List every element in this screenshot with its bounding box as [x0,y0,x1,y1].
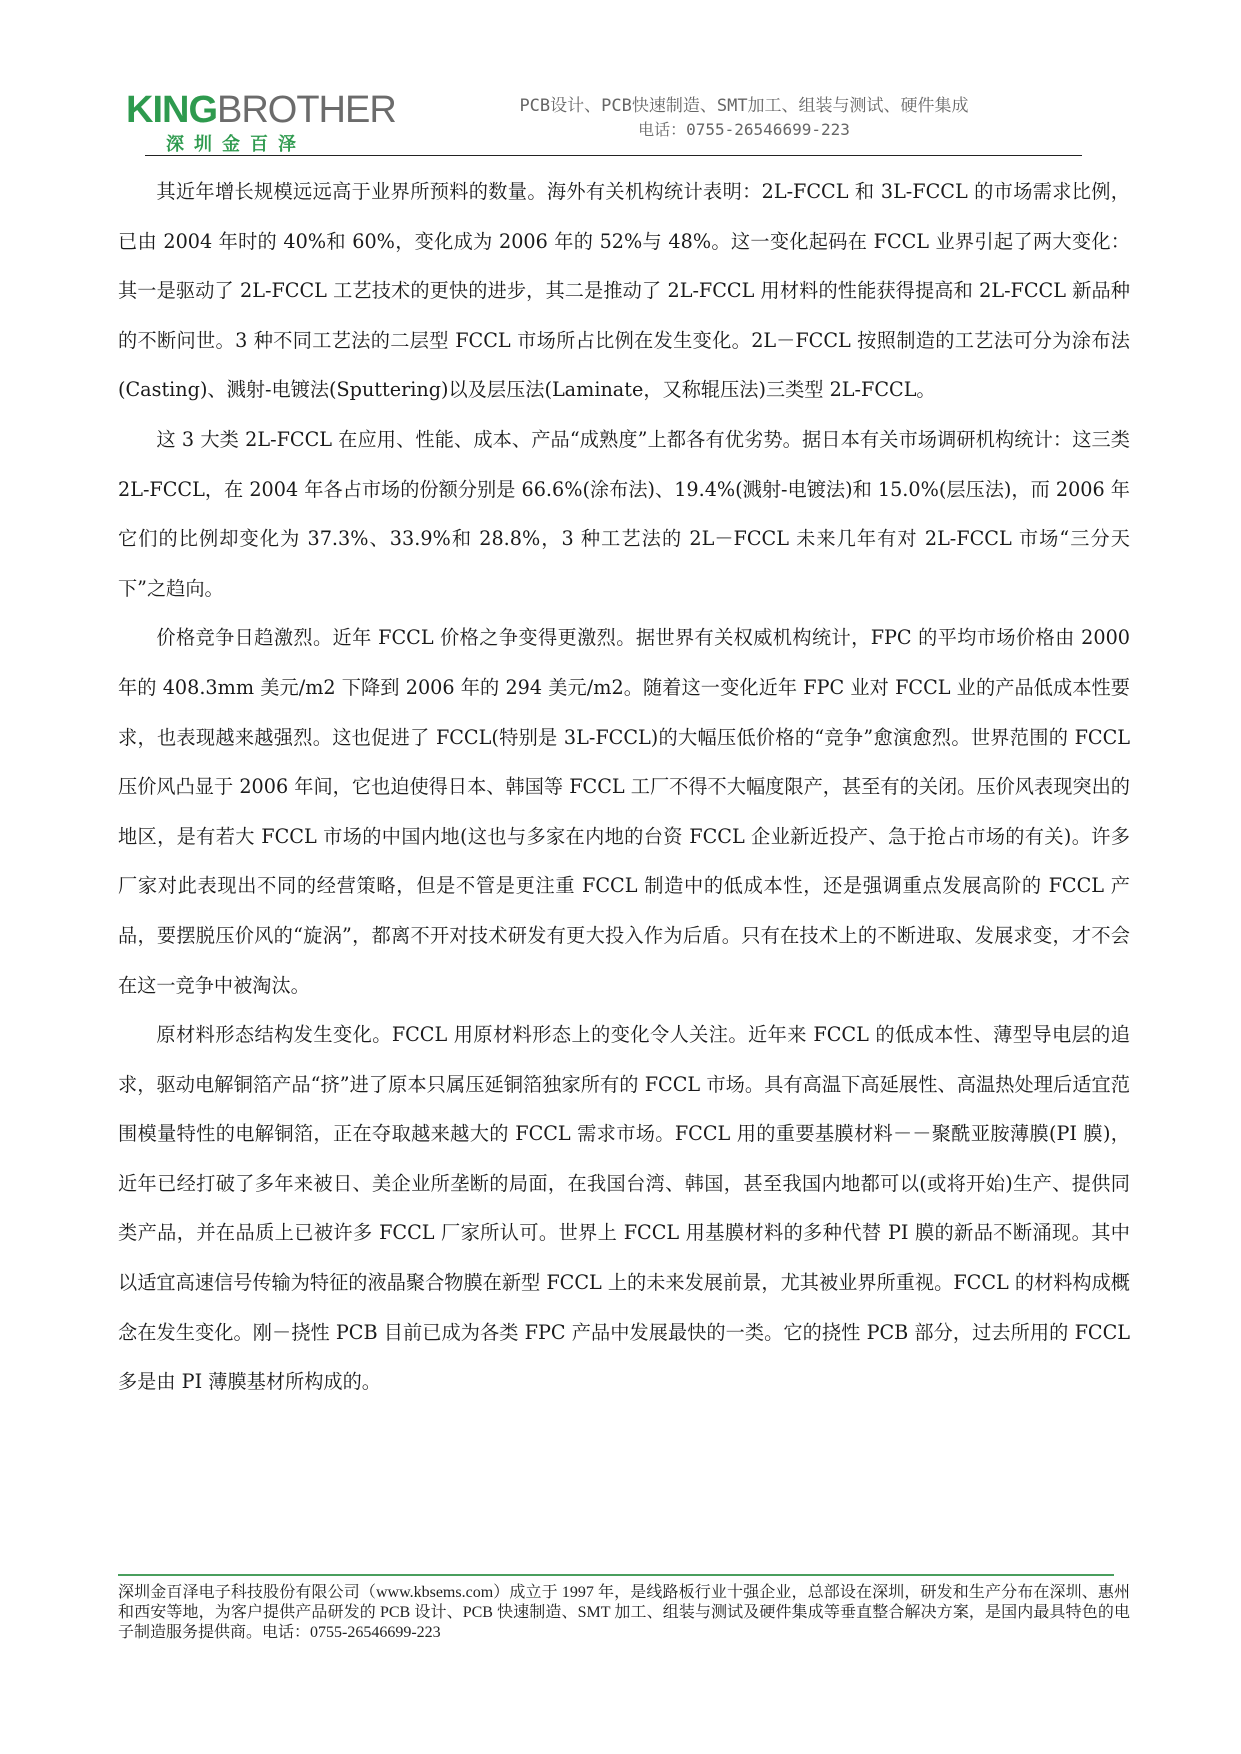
paragraph: 其近年增长规模远远高于业界所预料的数量。海外有关机构统计表明：2L-FCCL 和 3L-FCCL 的市场需求比例，已由 2004 年时的 40%和 60%，变化成为 2006 年的 52%与 48%。这一变化起码在 FCCL 业界引起了两大变化：其一是驱动了 2L-FCCL 工艺技术的更快的进步，其二是推动了 2L-FCCL 用材料的性能获得提高和 2L-FCCL 新品种的不断问世。3 种不同工艺法的二层型 FCCL 市场所占比例在发生变化。2L－FCCL 按照制造的工艺法可分为涂布法(Casting)、溅射-电镀法(Sputtering)以及层压法(Laminate，又称辊压法)三类型 2L-FCCL。 [118,180,1130,402]
body-content [118,167,1130,1407]
company-logo [126,90,406,154]
paragraph: 价格竞争日趋激烈。近年 FCCL 价格之争变得更激烈。据世界有关权威机构统计，FPC 的平均市场价格由 2000 年的 408.3mm 美元/m2 下降到 2006 年的 294 美元/m2。随着这一变化近年 FPC 业对 FCCL 业的产品低成本性要求，也表现越来越强烈。这也促进了 FCCL(特别是 3L-FCCL)的大幅压低价格的“竞争”愈演愈烈。世界范围的 FCCL 压价风凸显于 2006 年间，它也迫使得日本、韩国等 FCCL 工厂不得不大幅度限产，甚至有的关闭。压价风表现突出的地区，是有若大 FCCL 市场的中国内地(这也与多家在内地的台资 FCCL 企业新近投产、急于抢占市场的有关)。许多厂家对此表现出不同的经营策略，但是不管是更注重 FCCL 制造中的低成本性，还是强调重点发展高阶的 FCCL 产品，要摆脱压价风的“旋涡”，都离不开对技术研发有更大投入作为后盾。只有在技术上的不断进取、发展求变，才不会在这一竞争中被淘汰。 [118,626,1130,997]
logo-chinese-name: 深圳金百泽 [166,134,306,155]
header-info [464,94,1024,142]
paragraph: 这 3 大类 2L-FCCL 在应用、性能、成本、产品“成熟度”上都各有优劣势。据日本有关市场调研机构统计：这三类 2L-FCCL，在 2004 年各占市场的份额分别是 66.6%(涂布法)、19.4%(溅射-电镀法)和 15.0%(层压法)，而 2006 年它们的比例却变化为 37.3%、33.9%和 28.8%，3 种工艺法的 2L－FCCL 未来几年有对 2L-FCCL 市场“三分天下”之趋向。 [118,427,1130,600]
logo-king-text: KING [126,89,217,131]
page-footer: 深圳金百泽电子科技股份有限公司（www.kbsems.com）成立于 1997 年，是线路板行业十强企业，总部设在深圳，研发和生产分布在深圳、惠州和西安等地，为客户提供产品研发的 PCB 设计、PCB 快速制造、SMT 加工、组装与测试及硬件集成等垂直整合解决方案，是国内最具特色的电子制造服务提供商。电话：0755-26546699-223 [118,1584,1130,1641]
logo-wordmark [126,90,396,130]
paragraph: 原材料形态结构发生变化。FCCL 用原材料形态上的变化令人关注。近年来 FCCL 的低成本性、薄型导电层的追求，驱动电解铜箔产品“挤”进了原本只属压延铜箔独家所有的 FCCL 市场。具有高温下高延展性、高温热处理后适宜范围模量特性的电解铜箔，正在夺取越来越大的 FCCL 需求市场。FCCL 用的重要基膜材料－－聚酰亚胺薄膜(PI 膜)，近年已经打破了多年来被日、美企业所垄断的局面，在我国台湾、韩国，甚至我国内地都可以(或将开始)生产、提供同类产品，并在品质上已被许多 FCCL 厂家所认可。世界上 FCCL 用基膜材料的多种代替 PI 膜的新品不断涌现。其中以适宜高速信号传输为特征的液晶聚合物膜在新型 FCCL 上的未来发展前景，尤其被业界所重视。FCCL 的材料构成概念在发生变化。刚－挠性 PCB 目前已成为各类 FPC 产品中发展最快的一类。它的挠性 PCB 部分，过去所用的 FCCL 多是由 PI 薄膜基材所构成的。 [118,1023,1130,1394]
header-phone: 电话：0755-26546699-223 [638,120,850,139]
logo-brother-text: BROTHER [217,89,396,131]
header-divider [145,155,1082,156]
footer-divider [118,1574,1114,1576]
page-header [126,80,1081,156]
header-services: PCB设计、PCB快速制造、SMT加工、组装与测试、硬件集成 [519,96,969,116]
